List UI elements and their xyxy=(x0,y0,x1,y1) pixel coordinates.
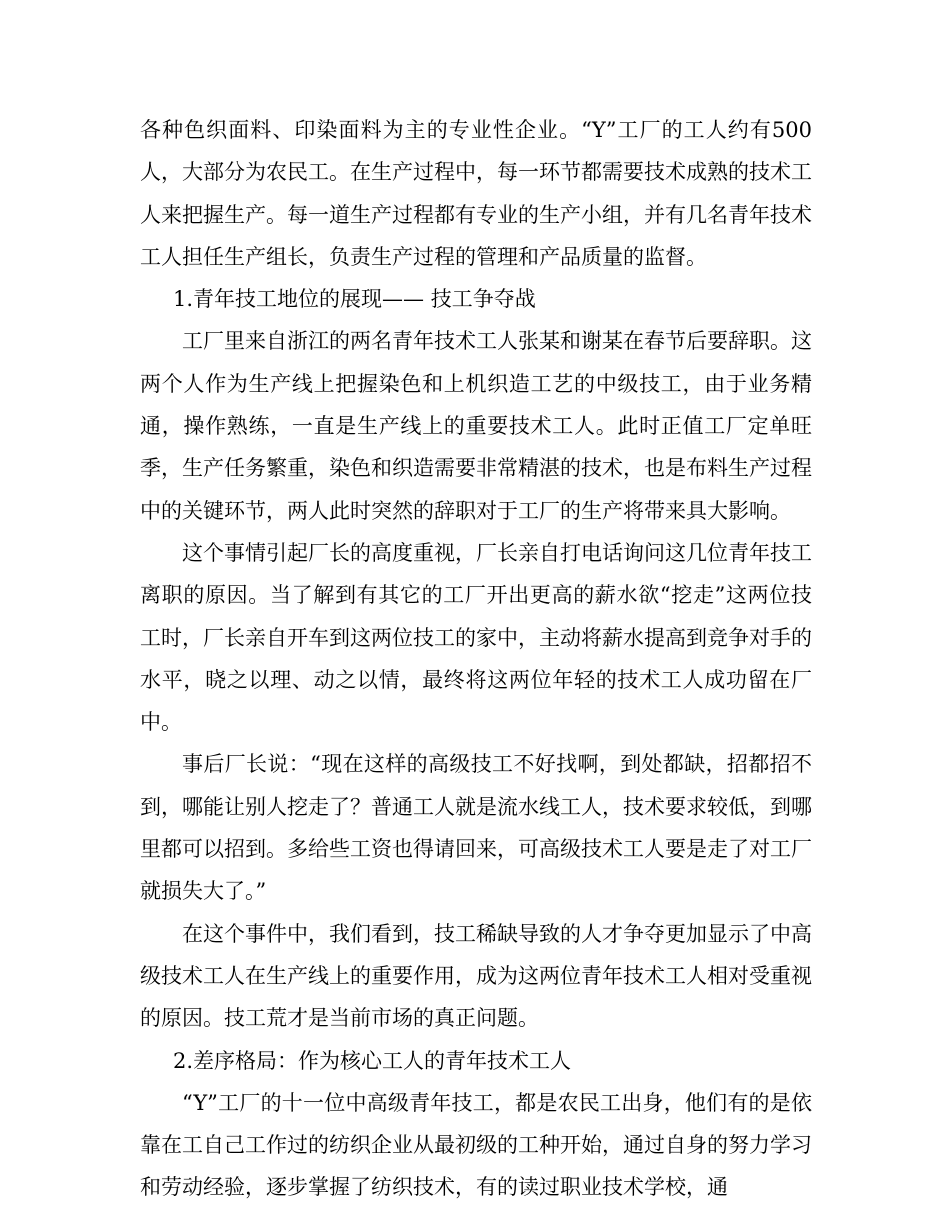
paragraph-director-quote: 事后厂长说：“现在这样的高级技工不好找啊，到处都缺，招都招不到，哪能让别人挖走了？普通工人就是流水线工人，技术要求较低，到哪里都可以招到。多给些工资也得请回来，可高级技术工人要是走了对工厂就损失大了。” xyxy=(140,752,812,904)
paragraph-resignation: 工厂里来自浙江的两名青年技术工人张某和谢某在春节后要辞职。这两个人作为生产线上把握染色和上机织造工艺的中级技工，由于业务精通，操作熟练，一直是生产线上的重要技术工人。此时正值工厂定单旺季，生产任务繁重，染色和织造需要非常精湛的技术，也是布料生产过程中的关键环节，两人此时突然的辞职对于工厂的生产将带来具大影响。 xyxy=(140,329,812,523)
document-page xyxy=(140,109,812,1209)
section-heading-1: 1.青年技工地位的展现—— 技工争夺战 xyxy=(173,287,536,312)
section-heading-2: 2.差序格局：作为核心工人的青年技术工人 xyxy=(173,1048,572,1073)
paragraph-core-workers: “Y”工厂的十一位中高级青年技工，都是农民工出身，他们有的是依靠在工自己工作过的纺织企业从最初级的工种开始，通过自身的努力学习和劳动经验，逐步掌握了纺织技术，有的读过职业技术学校，通 xyxy=(140,1090,812,1200)
paragraph-director-response: 这个事情引起厂长的高度重视，厂长亲自打电话询问这几位青年技工离职的原因。当了解到有其它的工厂开出更高的薪水欲“挖走”这两位技工时，厂长亲自开车到这两位技工的家中，主动将薪水提高到竞争对手的水平，晓之以理、动之以情，最终将这两位年轻的技术工人成功留在厂中。 xyxy=(140,540,812,735)
paragraph-intro: 各种色织面料、印染面料为主的专业性企业。“Y”工厂的工人约有500人，大部分为农民工。在生产过程中，每一环节都需要技术成熟的技术工人来把握生产。每一道生产过程都有专业的生产小组，并有几名青年技术工人担任生产组长，负责生产过程的管理和产品质量的监督。 xyxy=(140,118,812,269)
paragraph-event-analysis: 在这个事件中，我们看到，技工稀缺导致的人才争夺更加显示了中高级技术工人在生产线上的重要作用，成为这两位青年技术工人相对受重视的原因。技工荒才是当前市场的真正问题。 xyxy=(140,921,812,1031)
